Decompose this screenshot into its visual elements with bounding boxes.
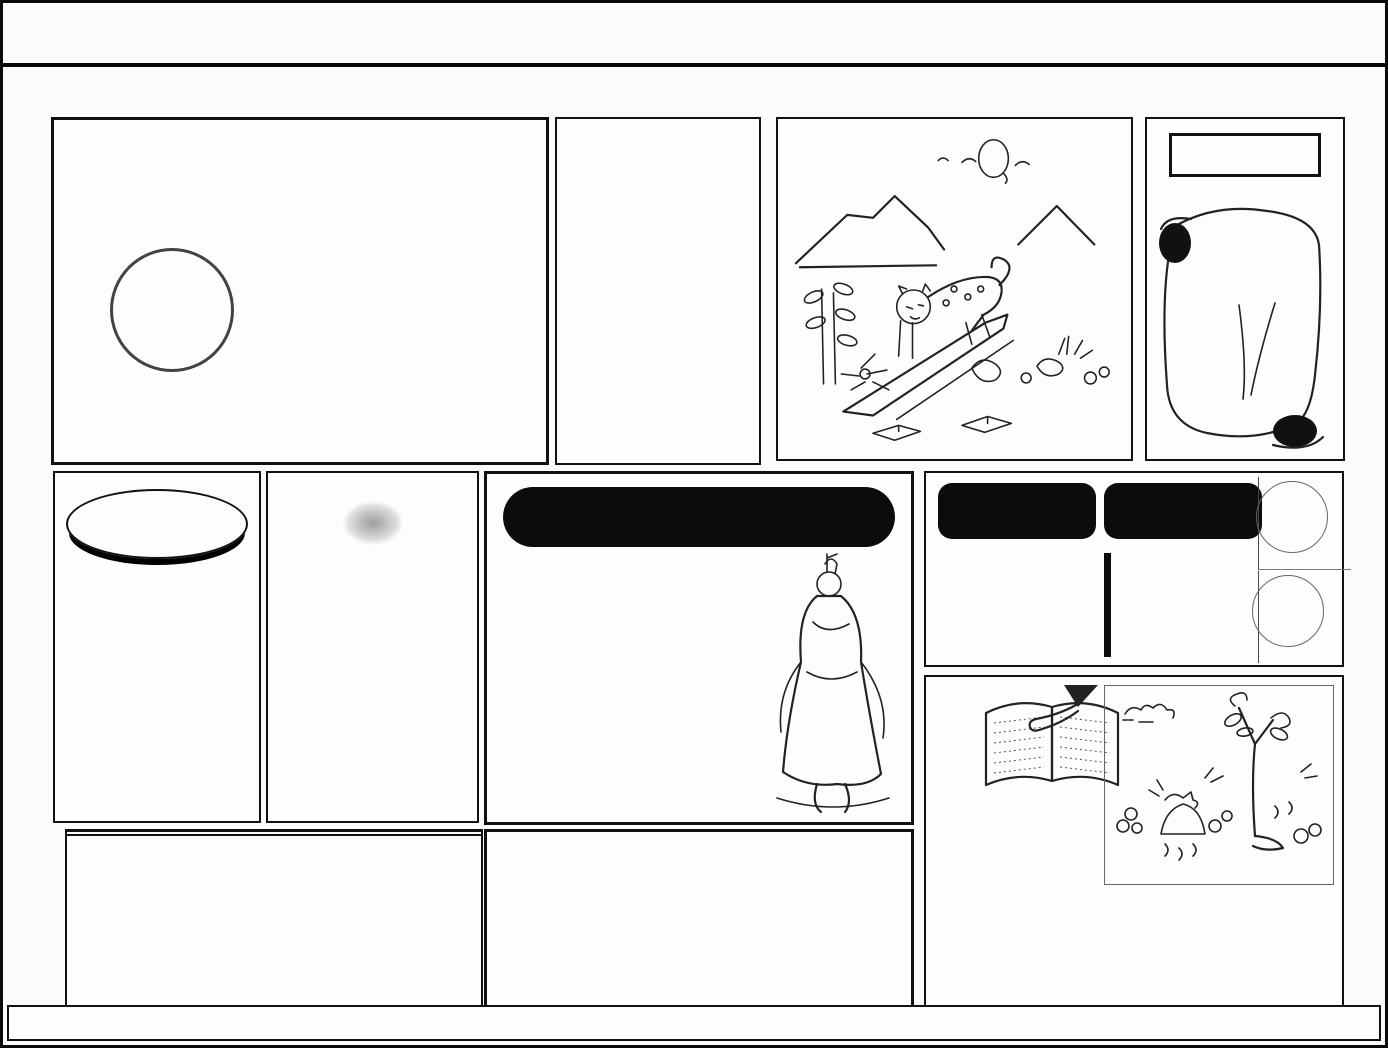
gift-numbers <box>268 553 477 559</box>
scroll-poem <box>1249 213 1255 438</box>
landscape-leopard-illustration <box>778 119 1131 459</box>
divider-bar <box>1104 553 1111 657</box>
scroll-drawing <box>1147 185 1343 459</box>
lingma-body-text <box>501 566 767 814</box>
liuhe-numbers-panel <box>555 117 761 465</box>
xunmatu-title-box <box>1169 133 1321 177</box>
verse-panel <box>266 471 479 823</box>
marksix-strip-top <box>9 67 1379 111</box>
total-prediction-badge <box>938 483 1096 539</box>
masthead <box>51 117 549 465</box>
results-table-panel <box>65 829 483 1011</box>
lingma-title-bar <box>503 487 895 547</box>
xunmatu-panel <box>1145 117 1345 461</box>
explainer-body-text <box>940 799 1330 1003</box>
page-header <box>3 3 1385 67</box>
results-table-title <box>67 832 481 836</box>
xunmatu-title <box>1240 139 1250 170</box>
special-number-panel <box>53 471 261 823</box>
eight-immortals-panel <box>484 829 914 1013</box>
disclaimer-bar <box>7 1005 1381 1041</box>
prediction-panel <box>924 471 1344 667</box>
marksix-strip-left <box>7 115 47 1005</box>
riddle-picture-panel <box>776 117 1133 461</box>
certification-seal <box>110 248 234 372</box>
verse-panel-header <box>272 483 473 490</box>
circled-number <box>1256 481 1328 553</box>
immortal-figure-illustration <box>757 552 907 820</box>
circled-number <box>1252 575 1324 647</box>
picture-explainer-panel <box>924 675 1344 1011</box>
special-prediction-badge <box>1104 483 1262 539</box>
scroll-illustration <box>1147 185 1343 459</box>
text-wrap-spacer <box>1098 799 1330 891</box>
zodiac-smudge <box>345 503 401 543</box>
issue-info <box>1296 18 1325 49</box>
lingma-panel <box>484 471 914 825</box>
special-number-badge <box>66 489 248 559</box>
